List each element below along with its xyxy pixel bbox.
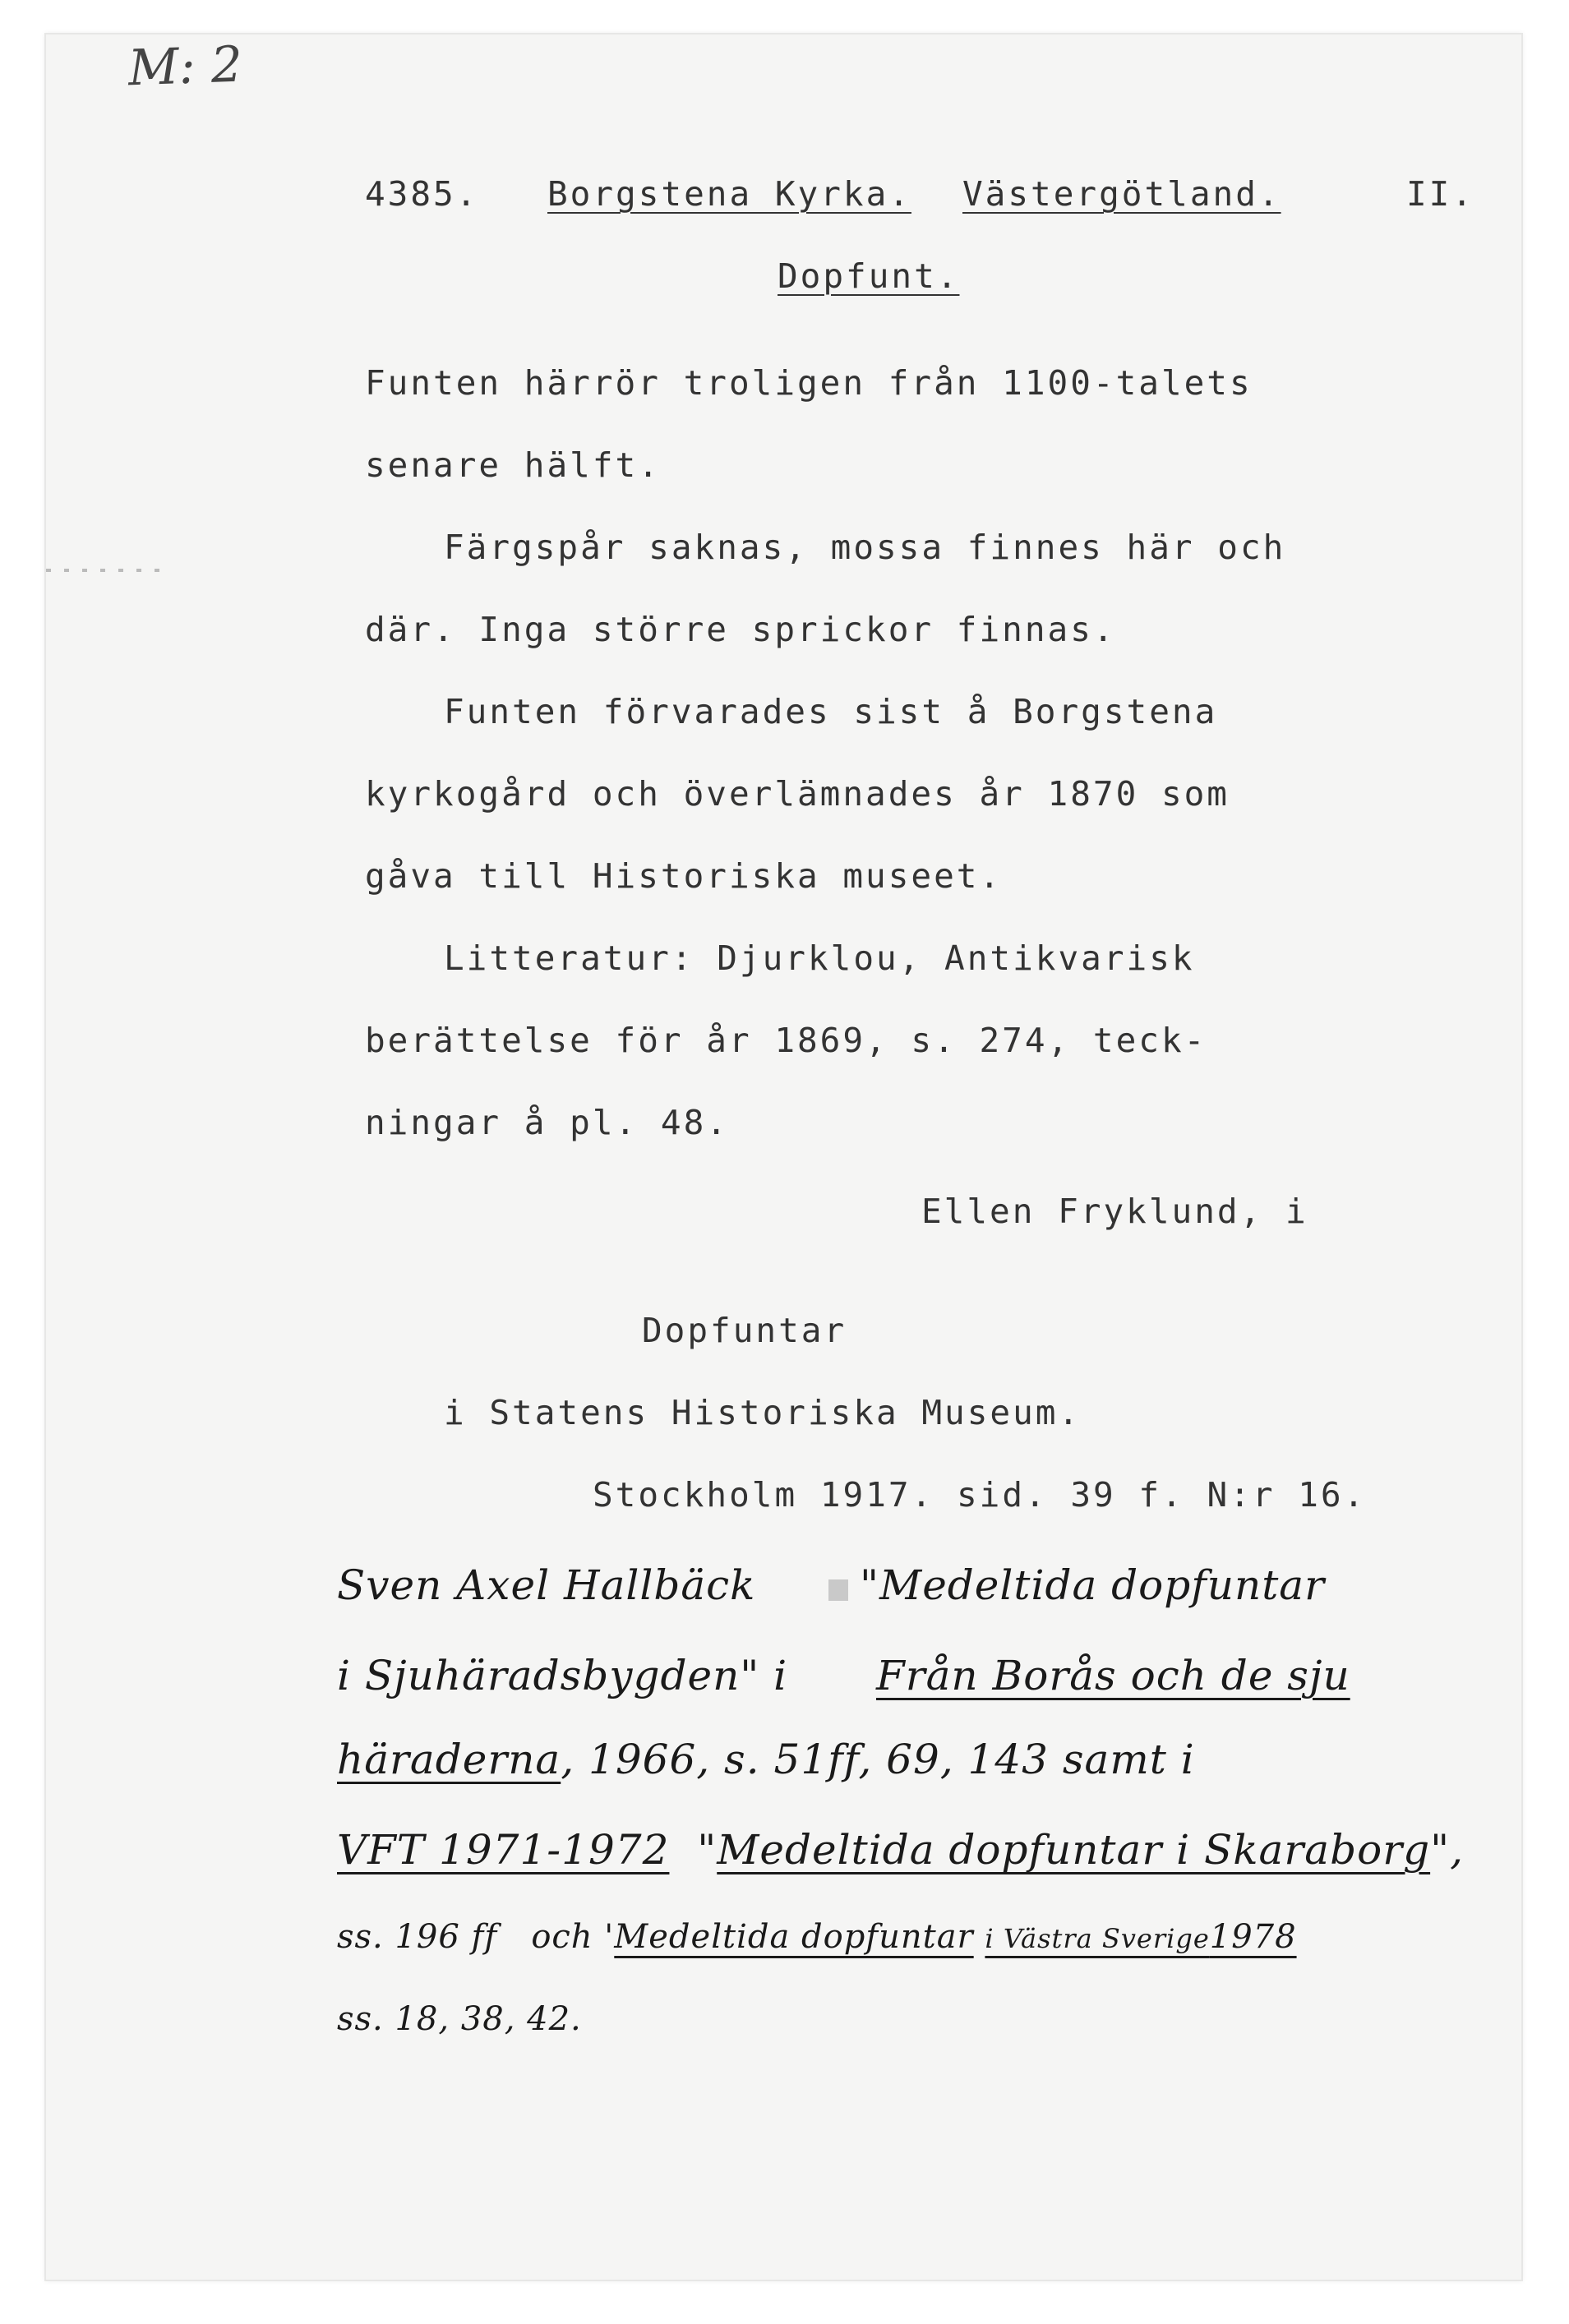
catalogue-number: 4385. — [365, 174, 479, 214]
corner-mark: M: 2 — [127, 35, 244, 98]
title-region: Västergötland. — [962, 174, 1281, 214]
body-line: kyrkogård och överlämnades år 1870 som — [365, 774, 1230, 814]
quote-close: ", — [1430, 1826, 1465, 1874]
volume-number: II. — [1406, 174, 1475, 214]
body-line: senare hälft. — [365, 445, 661, 485]
body-line: Funten förvarades sist å Borgstena — [444, 692, 1218, 731]
publication-title-cont: häraderna — [337, 1736, 561, 1783]
second-article-title: Medeltida dopfuntar — [614, 1918, 974, 1956]
body-line: gåva till Historiska museet. — [365, 856, 1003, 896]
handwritten-page-numbers: ss. 18, 38, 42. — [337, 2000, 582, 2038]
second-article-region: i Västra Sverige — [985, 1923, 1210, 1954]
handwritten-text-line4 — [337, 1826, 1464, 1874]
title-place: Borgstena Kyrka. — [547, 174, 911, 214]
journal-reference: VFT 1971-1972 — [337, 1826, 670, 1874]
body-line: Litteratur: Djurklou, Antikvarisk — [444, 938, 1195, 978]
handwritten-author: Sven Axel Hallbäck — [337, 1561, 756, 1609]
page-range: ss. 196 ff — [337, 1918, 498, 1956]
handwritten-text-line3 — [337, 1736, 1195, 1783]
quote-open: " — [697, 1826, 718, 1874]
document-sheet — [44, 33, 1523, 2281]
scan-dots — [46, 569, 169, 572]
article-title: Medeltida dopfuntar i Skaraborg — [717, 1826, 1431, 1874]
author-signature: Ellen Fryklund, i — [921, 1192, 1308, 1231]
body-line: berättelse för år 1869, s. 274, teck- — [365, 1021, 1207, 1060]
ink-smudge — [828, 1579, 848, 1601]
handwritten-text-line5 — [337, 1918, 1297, 1956]
publication-title: Från Borås och de sju — [876, 1652, 1350, 1699]
source-line: Dopfuntar — [642, 1311, 847, 1350]
subtitle: Dopfunt. — [778, 256, 960, 296]
source-line: i Statens Historiska Museum. — [444, 1393, 1082, 1432]
source-line: Stockholm 1917. sid. 39 f. N:r 16. — [593, 1475, 1367, 1515]
handwritten-text: i Sjuhäradsbygden" i — [337, 1652, 788, 1699]
conjunction: och ' — [531, 1918, 615, 1956]
second-article-year: 1978 — [1209, 1918, 1297, 1956]
body-line: Färgspår saknas, mossa finnes här och — [444, 528, 1286, 567]
body-line: där. Inga större sprickor finnas. — [365, 610, 1116, 649]
handwritten-publication — [876, 1652, 1350, 1699]
page-references: , 1966, s. 51ff, 69, 143 samt i — [561, 1736, 1195, 1783]
handwritten-title: "Medeltida dopfuntar — [860, 1561, 1325, 1609]
body-line: ningar å pl. 48. — [365, 1103, 729, 1142]
body-line: Funten härrör troligen från 1100-talets — [365, 363, 1253, 403]
